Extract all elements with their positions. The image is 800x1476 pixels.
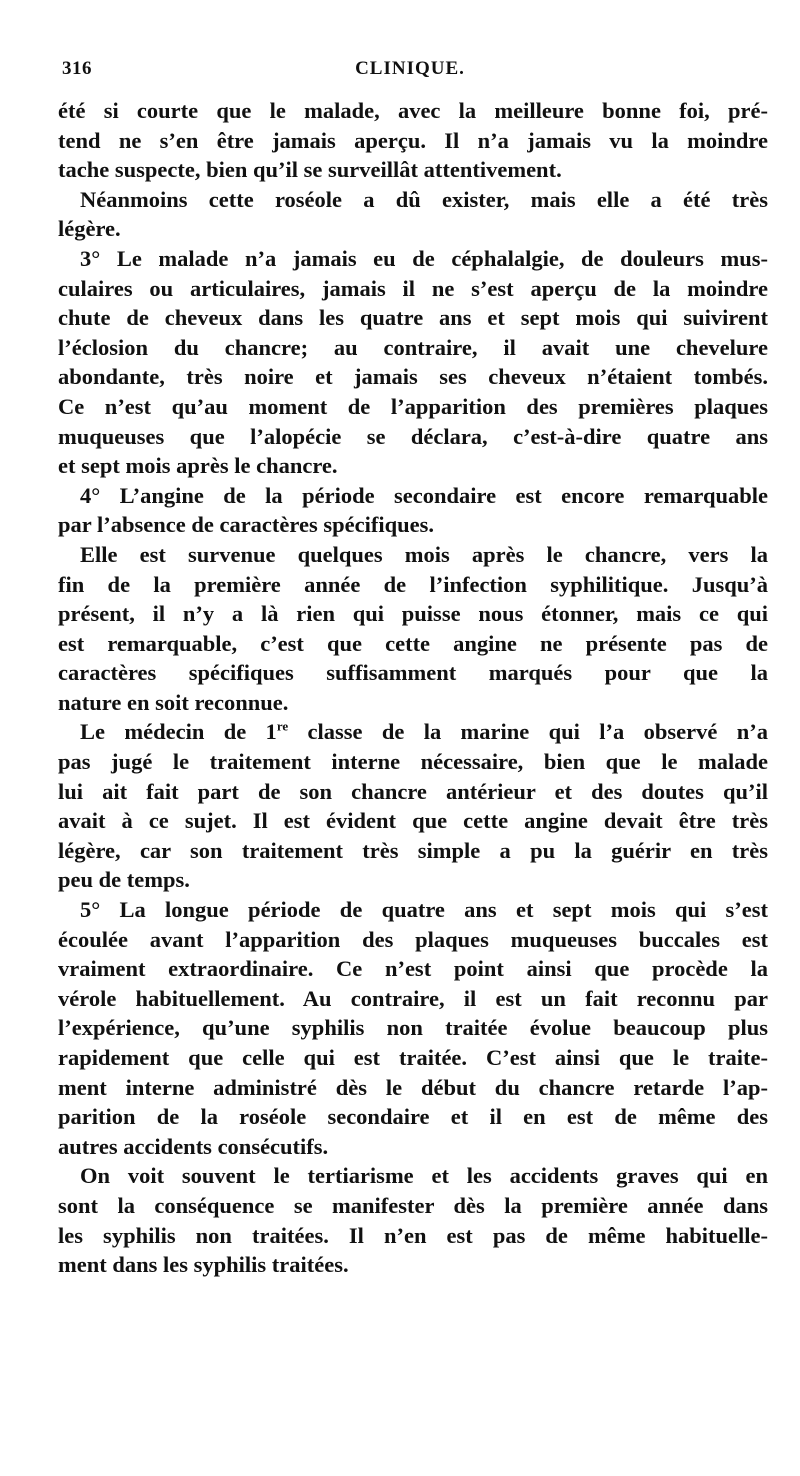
text-fragment: Le médecin de 1: [80, 719, 277, 745]
text-line: est remarquable, c’est que cette angine ne présente pas de: [58, 630, 768, 656]
text-line: peu de temps.: [58, 867, 190, 893]
text-line: les syphilis non traitées. Il n’en est pas de même habituelle-: [58, 1222, 768, 1248]
text-line: [58, 717, 768, 747]
text-line: légère, car son traitement très simple a pu la guérir en très: [58, 837, 768, 863]
text-line: autres accidents consécutifs.: [58, 1133, 329, 1159]
text-line: sont la conséquence se manifester dès la première année dans: [58, 1192, 768, 1218]
text-line: tend ne s’en être jamais aperçu. Il n’a jamais vu la moindre: [58, 127, 768, 153]
text-line: muqueuses que l’alopécie se déclara, c’est-à-dire quatre ans: [58, 423, 768, 449]
text-line: Elle est survenue quelques mois après le chancre, vers la: [80, 541, 768, 567]
text-line: ment dans les syphilis traitées.: [58, 1252, 349, 1278]
text-line: nature en soit reconnue.: [58, 689, 289, 715]
text-line: chute de cheveux dans les quatre ans et sept mois qui suivirent: [58, 305, 768, 331]
text-line: ment interne administré dès le début du chancre retarde l’ap-: [58, 1074, 768, 1100]
text-line: abondante, très noire et jamais ses cheveux n’étaient tombés.: [58, 364, 768, 390]
text-line: 5° La longue période de quatre ans et sept mois qui s’est: [80, 897, 768, 923]
text-line: l’éclosion du chancre; au contraire, il avait une chevelure: [58, 334, 768, 360]
ordinal-superscript: re: [276, 718, 289, 734]
page-number: 316: [62, 58, 92, 79]
text-line: 3° Le malade n’a jamais eu de céphalalgie, de douleurs mus-: [80, 245, 768, 271]
text-line: rapidement que celle qui est traitée. C’est ainsi que le traite-: [58, 1045, 768, 1070]
text-line: culaires ou articulaires, jamais il ne s’est aperçu de la moindre: [58, 275, 768, 301]
text-line: Néanmoins cette roséole a dû exister, mais elle a été très: [80, 186, 768, 212]
text-line: On voit souvent le tertiarisme et les accidents graves qui en: [80, 1163, 768, 1189]
text-line: présent, il n’y a là rien qui puisse nous étonner, mais ce qui: [58, 601, 768, 627]
text-line: avait à ce sujet. Il est évident que cette angine devait être très: [58, 808, 768, 834]
page-header: [52, 58, 768, 88]
text-line: l’expérience, qu’une syphilis non traitée évolue beaucoup plus: [58, 1015, 768, 1041]
text-line: parition de la roséole secondaire et il en est de même des: [58, 1104, 768, 1130]
text-line: tache suspecte, bien qu’il se surveillât attentivement.: [58, 157, 562, 183]
text-line: pas jugé le traitement interne nécessaire, bien que le malade: [58, 749, 768, 775]
text-line: lui ait fait part de son chancre antérieur et des doutes qu’il: [58, 778, 768, 804]
text-line: vraiment extraordinaire. Ce n’est point ainsi que procède la: [58, 956, 768, 982]
running-title: CLINIQUE.: [355, 58, 465, 79]
text-line: par l’absence de caractères spécifiques.: [58, 512, 434, 538]
text-line: caractères spécifiques suffisamment marqués pour que la: [58, 660, 768, 686]
text-line: et sept mois après le chancre.: [58, 453, 338, 479]
text-line: été si courte que le malade, avec la meilleure bonne foi, pré-: [58, 98, 768, 123]
text-fragment: classe de la marine qui l’a observé n’a: [288, 719, 768, 745]
text-line: 4° L’angine de la période secondaire est encore remarquable: [80, 482, 768, 508]
text-line: écoulée avant l’apparition des plaques muqueuses buccales est: [58, 926, 768, 952]
body-text: [58, 96, 768, 1280]
text-line: vérole habituellement. Au contraire, il est un fait reconnu par: [58, 985, 768, 1011]
text-line: légère.: [58, 216, 121, 242]
text-line: fin de la première année de l’infection syphilitique. Jusqu’à: [58, 571, 768, 597]
text-line: Ce n’est qu’au moment de l’apparition des premières plaques: [58, 393, 768, 419]
